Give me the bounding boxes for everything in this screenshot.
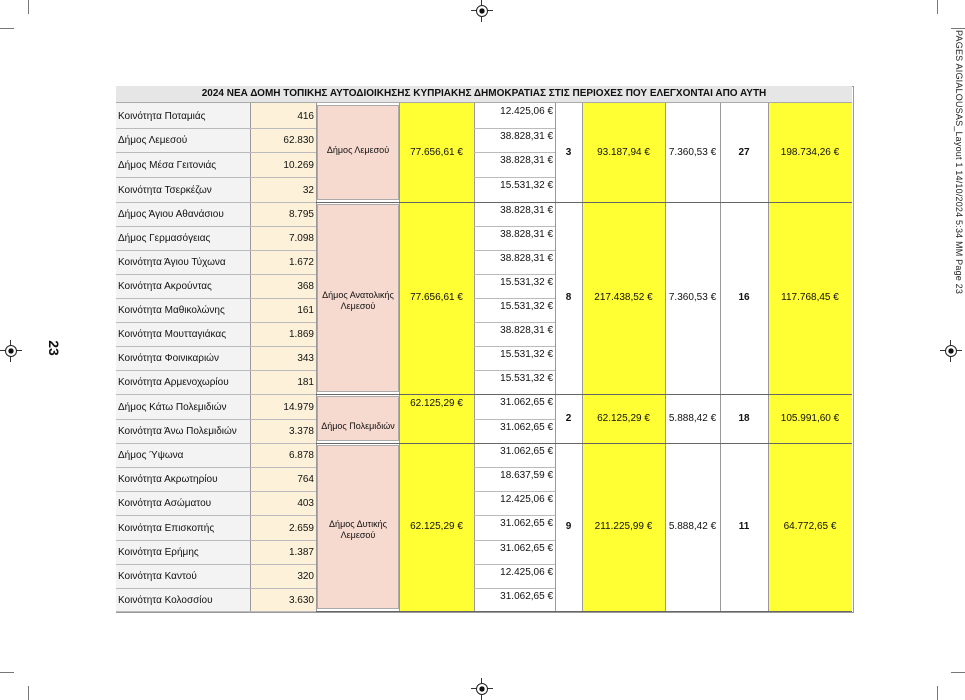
group-total: 93.187,94 € bbox=[597, 146, 650, 158]
row-amount: 18.637,59 € bbox=[500, 470, 553, 481]
column-divider bbox=[474, 103, 475, 611]
group-num: 18 bbox=[738, 412, 750, 424]
row-population: 7.098 bbox=[288, 233, 314, 244]
group-count: 3 bbox=[565, 146, 572, 158]
group-separator bbox=[316, 611, 852, 612]
group-base: 77.656,61 € bbox=[410, 292, 463, 303]
row-population: 416 bbox=[297, 110, 314, 122]
row-population: 32 bbox=[302, 184, 314, 196]
registration-mark-left bbox=[0, 340, 22, 362]
table-title: 2024 ΝΕΑ ΔΟΜΗ ΤΟΠΙΚΗΣ ΑΥΤΟΔΙΟΙΚΗΣΗΣ ΚΥΠΡΙΑΚΗΣ ΔΗΜΟΚΡΑΤΙΑΣ ΣΤΙΣ ΠΕΡΙΟΧΕΣ ΠΟΥ ΕΛΕΓΧΟΝΤΑΙ ΑΠΟ ΑΥΤΗ bbox=[116, 86, 852, 103]
column-divider bbox=[665, 103, 666, 611]
row-name: Κοινότητα Ποταμιάς bbox=[118, 110, 206, 122]
trim-mark-bottom-left-h bbox=[0, 672, 14, 673]
row-divider bbox=[116, 540, 316, 541]
row-divider bbox=[116, 443, 316, 444]
group-final: 198.734,26 € bbox=[780, 146, 840, 158]
group-base: 77.656,61 € bbox=[410, 146, 463, 158]
row-population: 8.795 bbox=[288, 209, 314, 220]
row-name: Δήμος Κάτω Πολεμιδιών bbox=[118, 401, 227, 413]
column-divider bbox=[250, 103, 251, 611]
trim-mark-top-left-h bbox=[0, 28, 14, 29]
group-final: 105.991,60 € bbox=[780, 412, 840, 424]
row-name: Κοινότητα Ακρωτηρίου bbox=[118, 474, 218, 485]
row-name: Κοινότητα Άνω Πολεμιδιών bbox=[118, 426, 237, 437]
row-divider bbox=[116, 564, 316, 565]
trim-mark-bottom-right-h bbox=[951, 672, 965, 673]
row-divider bbox=[116, 152, 316, 153]
row-divider bbox=[474, 322, 555, 323]
row-population: 764 bbox=[297, 474, 314, 485]
row-population: 1.869 bbox=[288, 329, 314, 340]
district-name: Δήμος Πολεμιδιών bbox=[321, 421, 395, 431]
row-amount: 15.531,32 € bbox=[500, 373, 553, 384]
group-total: 217.438,52 € bbox=[594, 292, 653, 303]
row-name: Κοινότητα Άγιου Τύχωνα bbox=[118, 257, 226, 268]
group-final: 64.772,65 € bbox=[783, 521, 837, 532]
group-separator bbox=[316, 394, 852, 395]
row-name: Κοινότητα Μαθικολώνης bbox=[118, 305, 225, 316]
row-amount: 38.828,31 € bbox=[500, 131, 553, 142]
registration-mark-top bbox=[471, 0, 493, 22]
row-amount: 38.828,31 € bbox=[500, 325, 553, 336]
row-name: Κοινότητα Επισκοπής bbox=[118, 522, 215, 534]
row-amount: 31.062,65 € bbox=[500, 543, 553, 554]
row-divider bbox=[116, 515, 316, 516]
row-name: Δήμος Μέσα Γειτονιάς bbox=[118, 159, 217, 171]
trim-mark-top-right-h bbox=[951, 28, 965, 29]
trim-mark-bottom-left-v bbox=[28, 686, 29, 700]
row-population: 2.659 bbox=[288, 522, 314, 534]
row-divider bbox=[474, 177, 555, 178]
row-population: 6.878 bbox=[288, 450, 314, 461]
row-divider bbox=[474, 540, 555, 541]
row-amount: 38.828,31 € bbox=[500, 205, 553, 216]
registration-mark-bottom bbox=[471, 678, 493, 700]
column-divider bbox=[582, 103, 583, 611]
row-population: 403 bbox=[297, 498, 314, 509]
registration-mark-right bbox=[940, 340, 962, 362]
row-divider bbox=[474, 419, 555, 420]
row-divider bbox=[474, 370, 555, 371]
trim-mark-top-left-v bbox=[28, 0, 29, 14]
row-name: Κοινότητα Ασώματου bbox=[118, 498, 212, 509]
group-total: 62.125,29 € bbox=[597, 412, 650, 424]
district-box bbox=[317, 396, 399, 441]
group-count: 8 bbox=[565, 292, 572, 303]
group-per: 5.888,42 € bbox=[668, 521, 717, 532]
row-name: Δήμος Άγιου Αθανάσιου bbox=[118, 209, 224, 220]
column-divider bbox=[720, 103, 721, 611]
group-base: 62.125,29 € bbox=[410, 398, 463, 409]
row-divider bbox=[474, 564, 555, 565]
row-divider bbox=[116, 226, 316, 227]
group-final: 117.768,45 € bbox=[781, 292, 839, 303]
row-divider bbox=[116, 491, 316, 492]
row-population: 181 bbox=[297, 377, 314, 388]
row-population: 14.979 bbox=[283, 401, 314, 413]
page-number: 23 bbox=[45, 340, 62, 356]
row-divider bbox=[474, 298, 555, 299]
column-count-bg bbox=[555, 103, 582, 611]
column-divider bbox=[768, 103, 769, 611]
row-divider bbox=[474, 346, 555, 347]
row-population: 3.378 bbox=[288, 426, 314, 437]
row-name: Κοινότητα Φοινικαριών bbox=[118, 353, 219, 364]
row-amount: 38.828,31 € bbox=[500, 253, 553, 264]
row-divider bbox=[116, 419, 316, 420]
row-name: Κοινότητα Κολοσσίου bbox=[118, 594, 213, 606]
row-divider bbox=[116, 177, 316, 178]
row-population: 10.269 bbox=[283, 159, 314, 171]
row-divider bbox=[116, 128, 316, 129]
district-name: Δήμος Ανατολικής Λεμεσού bbox=[322, 290, 394, 311]
group-num: 16 bbox=[738, 292, 750, 303]
row-name: Δήμος Ύψωνα bbox=[118, 450, 184, 461]
row-amount: 15.531,32 € bbox=[500, 180, 553, 191]
row-divider bbox=[474, 226, 555, 227]
column-final-bg bbox=[768, 103, 852, 611]
row-amount: 31.062,65 € bbox=[500, 446, 553, 457]
row-divider bbox=[116, 250, 316, 251]
row-divider bbox=[116, 588, 316, 589]
row-divider bbox=[116, 370, 316, 371]
row-amount: 31.062,65 € bbox=[500, 518, 553, 529]
row-amount: 31.062,65 € bbox=[500, 397, 553, 408]
group-num: 11 bbox=[738, 521, 750, 532]
row-name: Κοινότητα Ερήμης bbox=[118, 547, 199, 558]
group-base: 62.125,29 € bbox=[410, 521, 463, 532]
row-divider bbox=[116, 467, 316, 468]
row-divider bbox=[474, 491, 555, 492]
district-name: Δήμος Λεμεσού bbox=[326, 144, 390, 155]
row-divider bbox=[474, 588, 555, 589]
row-name: Κοινότητα Καντού bbox=[118, 571, 197, 582]
district-name: Δήμος Δυτικής Λεμεσού bbox=[329, 519, 387, 540]
row-divider bbox=[116, 346, 316, 347]
group-per: 5.888,42 € bbox=[668, 412, 717, 424]
group-separator bbox=[316, 443, 852, 444]
row-population: 62.830 bbox=[283, 135, 314, 146]
row-population: 320 bbox=[297, 571, 314, 582]
print-slug: PAGES AIGIALOUSAS_Layout 1 14/10/2024 5:34 ΜΜ Page 23 bbox=[954, 30, 964, 295]
row-amount: 38.828,31 € bbox=[500, 229, 553, 240]
column-num-bg bbox=[720, 103, 768, 611]
row-divider bbox=[474, 274, 555, 275]
row-divider bbox=[474, 128, 555, 129]
group-num: 27 bbox=[738, 146, 750, 158]
row-divider bbox=[116, 298, 316, 299]
column-divider bbox=[399, 103, 400, 611]
row-divider bbox=[474, 152, 555, 153]
row-name: Κοινότητα Αρμενοχωρίου bbox=[118, 377, 229, 388]
row-amount: 31.062,65 € bbox=[500, 422, 553, 433]
row-divider bbox=[116, 322, 316, 323]
column-divider bbox=[555, 103, 556, 611]
group-count: 2 bbox=[565, 412, 572, 424]
row-amount: 12.425,06 € bbox=[500, 567, 553, 578]
group-per: 7.360,53 € bbox=[668, 146, 717, 158]
row-name: Κοινότητα Τσερκέζων bbox=[118, 184, 212, 196]
row-name: Δήμος Λεμεσού bbox=[118, 135, 188, 146]
row-amount: 31.062,65 € bbox=[500, 591, 553, 602]
row-population: 161 bbox=[297, 305, 314, 316]
row-divider bbox=[116, 202, 316, 203]
row-amount: 15.531,32 € bbox=[500, 301, 553, 312]
group-separator bbox=[316, 202, 852, 203]
row-amount: 15.531,32 € bbox=[500, 349, 553, 360]
row-name: Κοινότητα Ακρούντας bbox=[118, 281, 212, 292]
row-population: 1.672 bbox=[288, 257, 314, 268]
column-base-bg bbox=[399, 103, 474, 611]
row-divider bbox=[116, 274, 316, 275]
row-population: 368 bbox=[297, 281, 314, 292]
row-divider bbox=[116, 394, 316, 395]
row-population: 3.630 bbox=[288, 594, 314, 606]
column-per-bg bbox=[665, 103, 720, 611]
row-divider bbox=[116, 611, 316, 612]
row-amount: 12.425,06 € bbox=[500, 494, 553, 505]
row-amount: 38.828,31 € bbox=[500, 155, 553, 166]
row-population: 343 bbox=[297, 353, 314, 364]
column-total-bg bbox=[582, 103, 665, 611]
row-name: Κοινότητα Μουτταγιάκας bbox=[118, 329, 227, 340]
trim-mark-top-right-v bbox=[937, 0, 938, 14]
row-name: Δήμος Γερμασόγειας bbox=[118, 233, 211, 244]
row-population: 1.387 bbox=[288, 547, 314, 558]
row-divider bbox=[474, 250, 555, 251]
row-amount: 12.425,06 € bbox=[500, 106, 553, 117]
group-per: 7.360,53 € bbox=[668, 292, 717, 303]
row-amount: 15.531,32 € bbox=[500, 277, 553, 288]
trim-mark-bottom-right-v bbox=[937, 686, 938, 700]
row-divider bbox=[474, 467, 555, 468]
row-divider bbox=[474, 515, 555, 516]
group-count: 9 bbox=[565, 521, 572, 532]
group-total: 211.225,99 € bbox=[594, 521, 653, 532]
